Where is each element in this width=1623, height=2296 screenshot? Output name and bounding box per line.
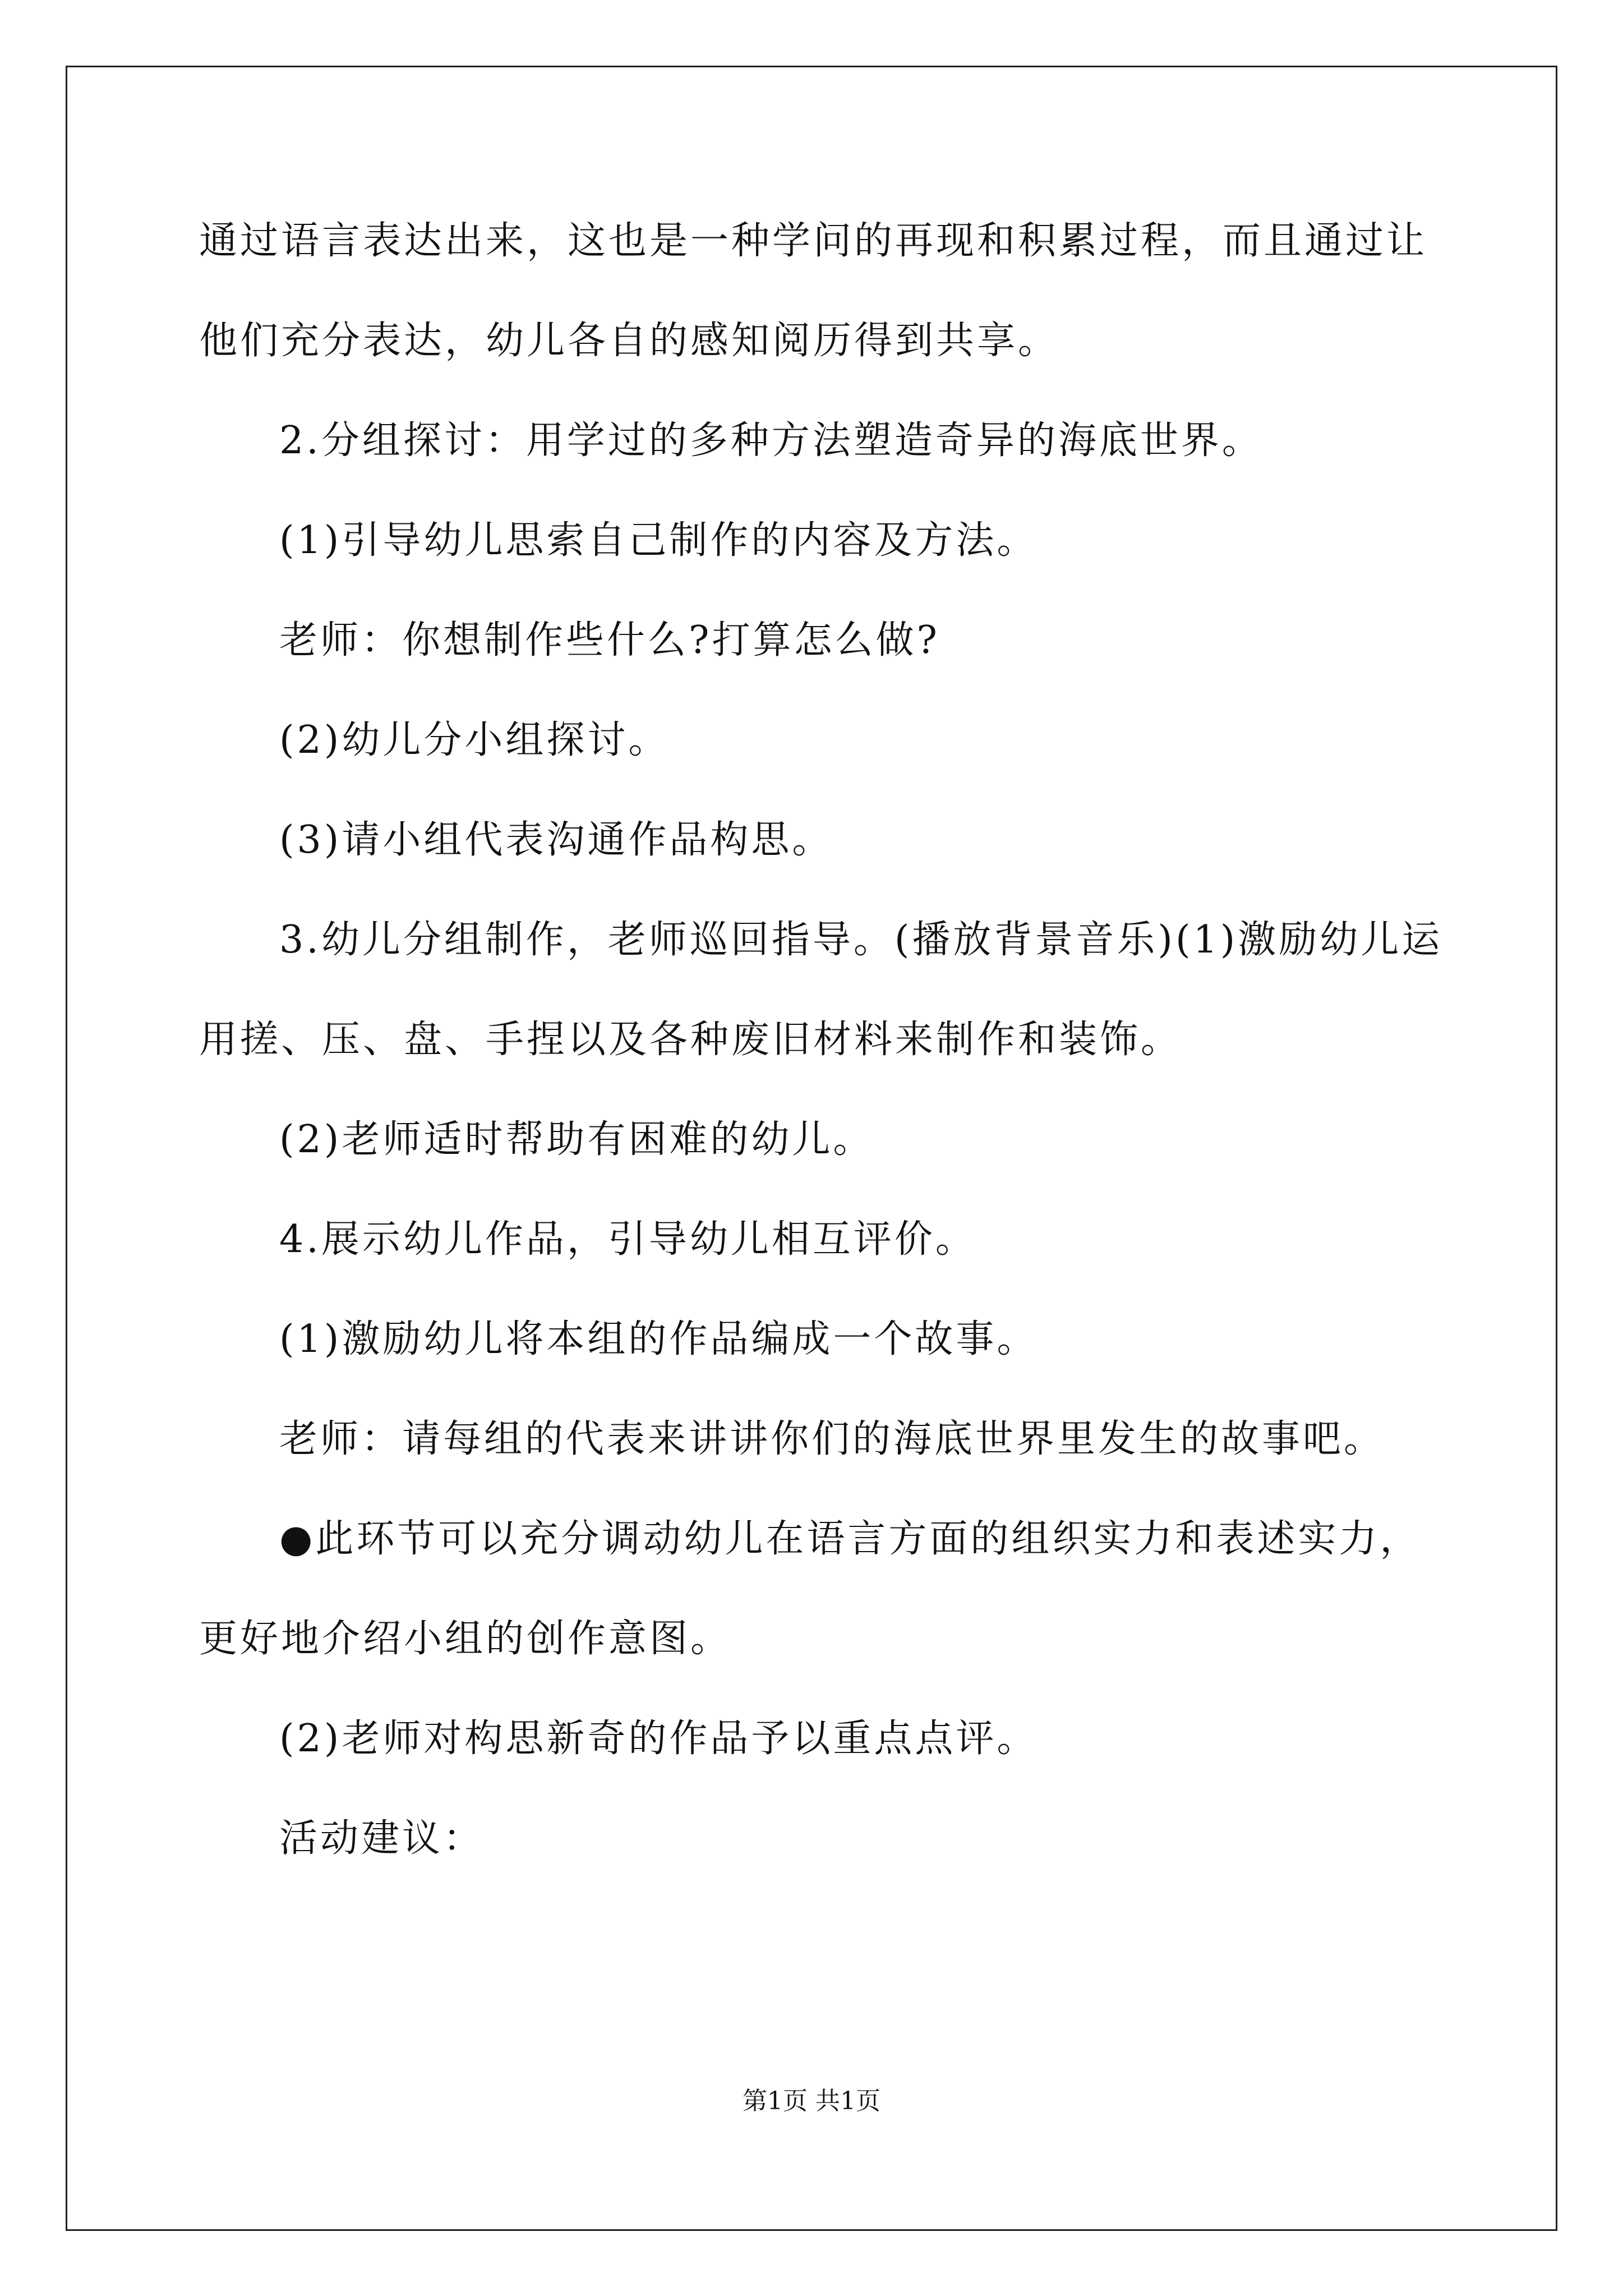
paragraph-step-3-line-1: 3.幼儿分组制作，老师巡回指导。(播放背景音乐)(1)激励幼儿运 bbox=[279, 918, 1443, 962]
paragraph-1-line-2: 他们充分表达，幼儿各自的感知阅历得到共享。 bbox=[199, 319, 1059, 363]
paragraph-teacher-question: 老师：你想制作些什么?打算怎么做? bbox=[279, 618, 940, 662]
paragraph-step-2: 2.分组探讨：用学过的多种方法塑造奇异的海底世界。 bbox=[279, 418, 1263, 463]
paragraph-step-4-2: (2)老师对构思新奇的作品予以重点点评。 bbox=[279, 1717, 1038, 1761]
paragraph-step-2-3: (3)请小组代表沟通作品构思。 bbox=[279, 818, 833, 862]
paragraph-activity-suggestions: 活动建议： bbox=[279, 1816, 485, 1861]
paragraph-step-4-1: (1)激励幼儿将本组的作品编成一个故事。 bbox=[279, 1317, 1038, 1361]
paragraph-note-line-1: ●此环节可以充分调动幼儿在语言方面的组织实力和表述实力， bbox=[279, 1517, 1421, 1561]
paragraph-step-4: 4.展示幼儿作品，引导幼儿相互评价。 bbox=[279, 1217, 976, 1262]
paragraph-step-2-2: (2)幼儿分小组探讨。 bbox=[279, 718, 670, 762]
paragraph-step-2-1: (1)引导幼儿思索自己制作的内容及方法。 bbox=[279, 518, 1038, 563]
paragraph-step-3-2: (2)老师适时帮助有困难的幼儿。 bbox=[279, 1117, 874, 1162]
paragraph-note-line-2: 更好地介绍小组的创作意图。 bbox=[199, 1617, 732, 1661]
page-footer: 第1页 共1页 bbox=[743, 2087, 880, 2115]
paragraph-step-3-line-2: 用搓、压、盘、手捏以及各种废旧材料来制作和装饰。 bbox=[199, 1018, 1182, 1062]
paragraph-teacher-story: 老师：请每组的代表来讲讲你们的海底世界里发生的故事吧。 bbox=[279, 1417, 1385, 1461]
paragraph-1-line-1: 通过语言表达出来，这也是一种学问的再现和积累过程，而且通过让 bbox=[199, 219, 1428, 263]
